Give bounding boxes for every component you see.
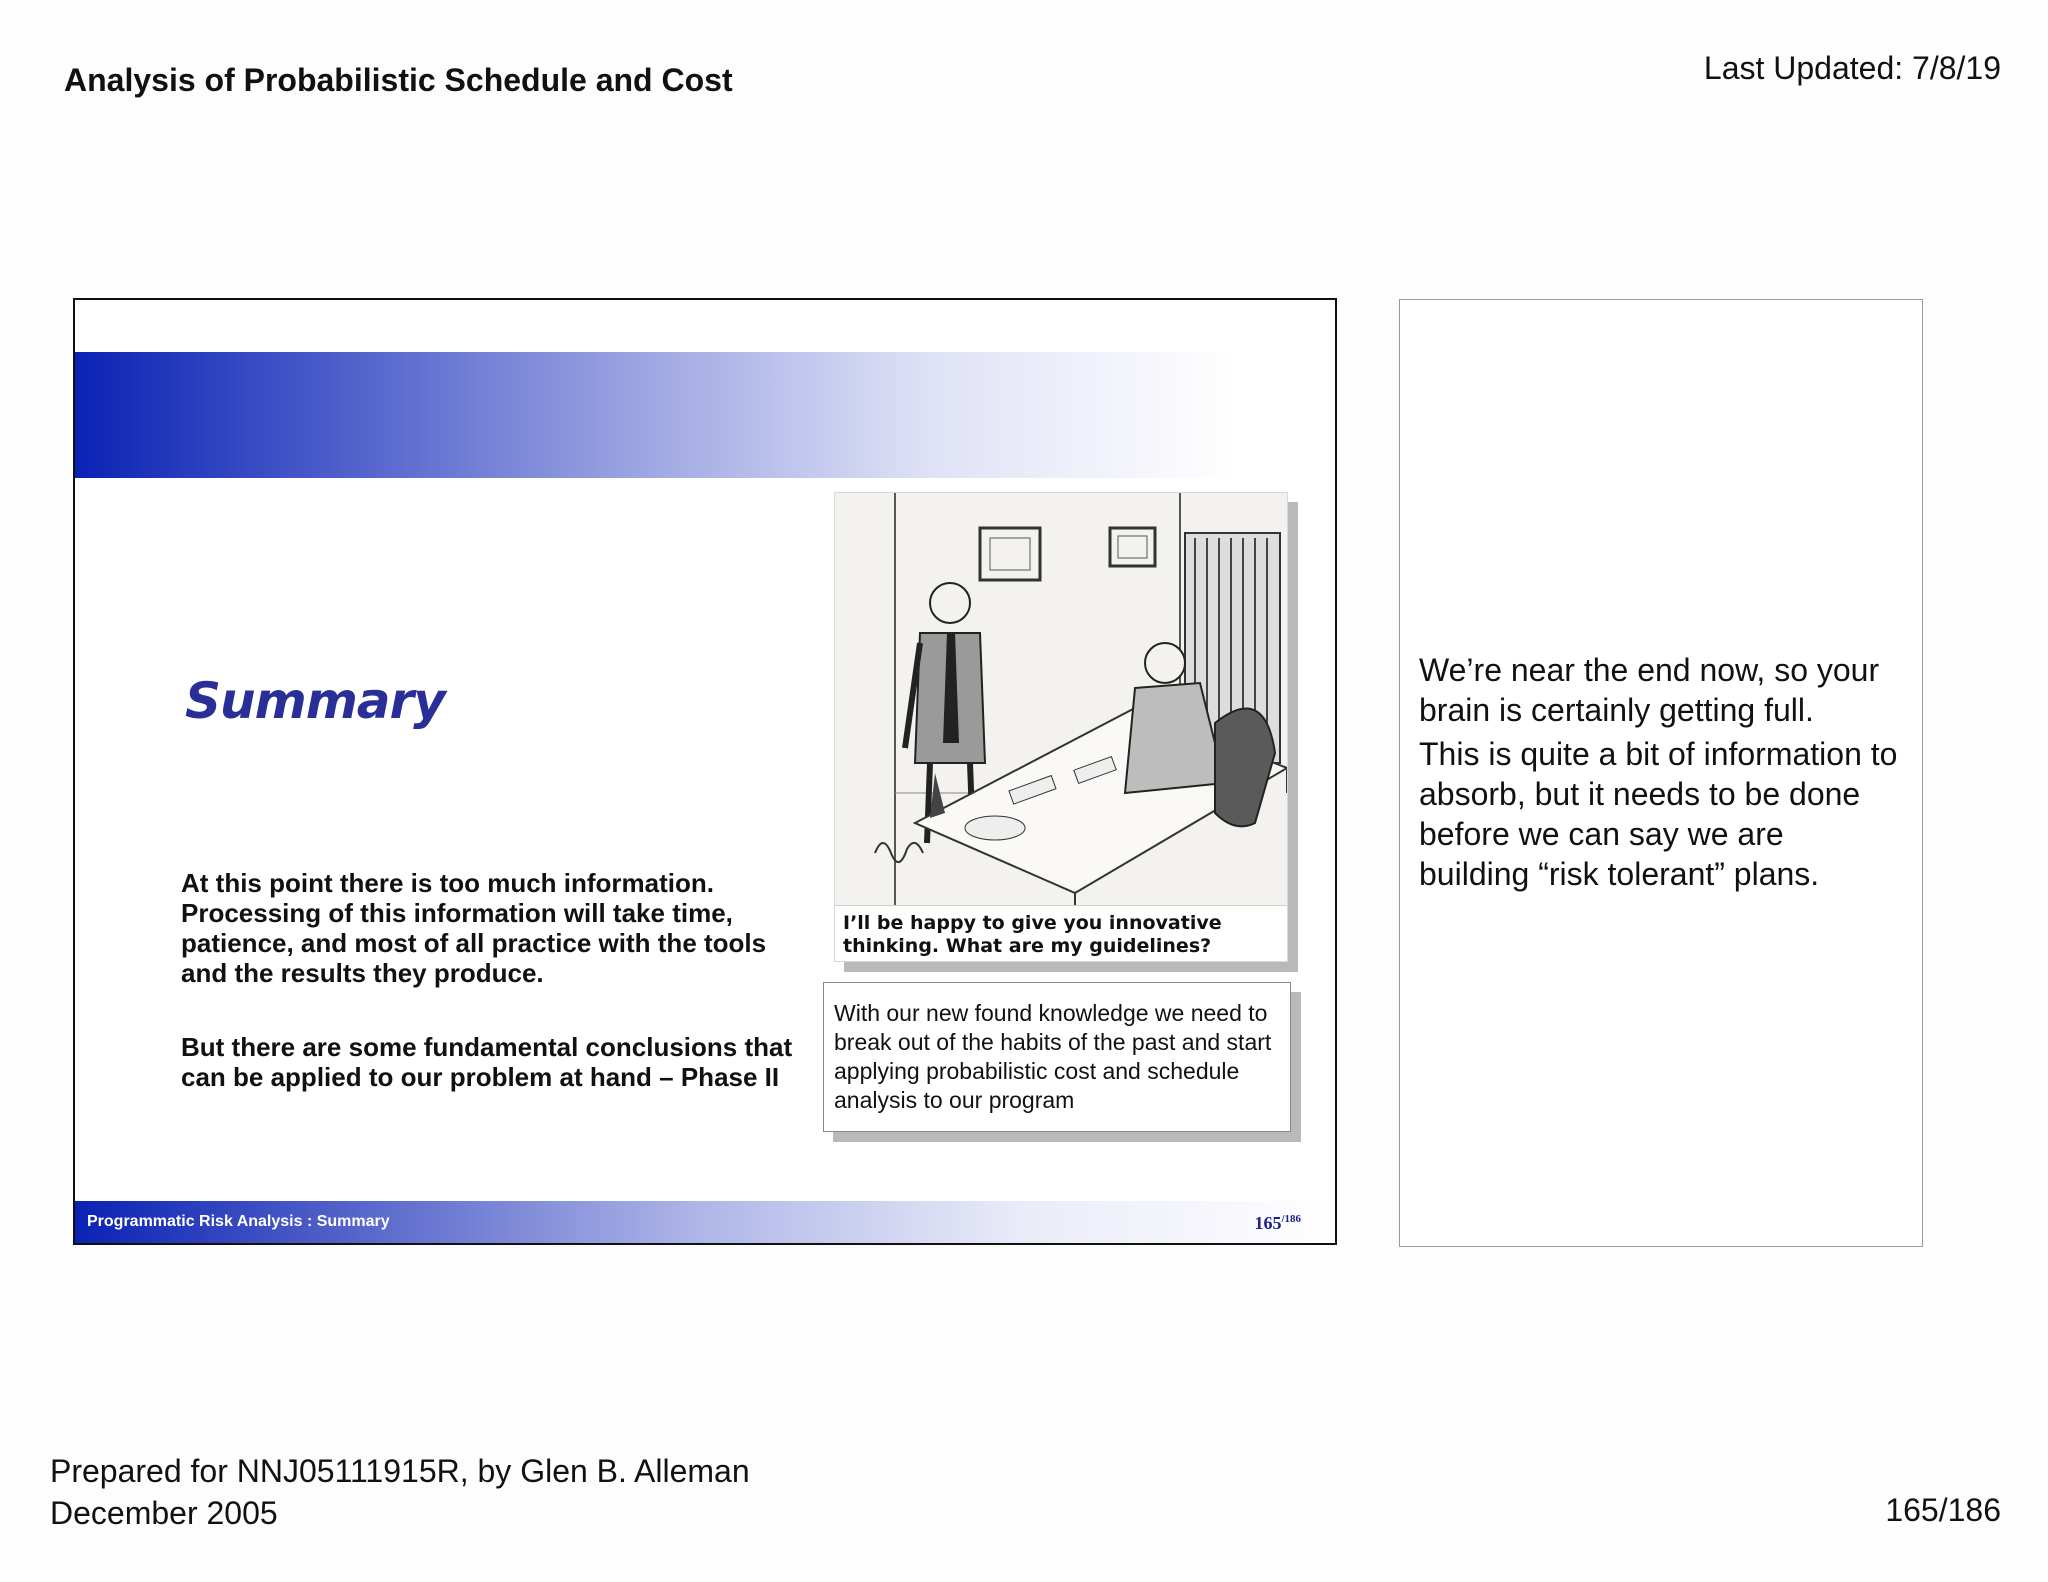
slide-number-total: /186 bbox=[1281, 1213, 1301, 1225]
slide-thumbnail bbox=[73, 298, 1337, 1245]
prepared-line-2: December 2005 bbox=[50, 1495, 278, 1531]
slide-banner bbox=[75, 352, 1335, 478]
page-number: 165/186 bbox=[1885, 1492, 2001, 1528]
slide-paragraph-1: At this point there is too much information. Processing of this information will take time, patience, and most of all practice with the tools and the results they produce. bbox=[181, 868, 767, 988]
office-cartoon-illustration bbox=[835, 493, 1287, 905]
prepared-line-1: Prepared for NNJ05111915R, by Glen B. Alleman bbox=[50, 1453, 750, 1489]
document-title: Analysis of Probabilistic Schedule and Cost bbox=[64, 62, 733, 98]
notes-paragraph-2: This is quite a bit of information to absorb, but it needs to be done before we can say we are building “risk tolerant” plans. bbox=[1419, 736, 1898, 892]
slide-footer-bar bbox=[75, 1201, 1335, 1243]
slide-paragraph-2: But there are some fundamental conclusions that can be applied to our problem at hand – Phase II bbox=[181, 1032, 793, 1092]
cartoon-image bbox=[834, 492, 1288, 962]
cartoon-caption: I’ll be happy to give you innovative thinking. What are my guidelines? bbox=[835, 905, 1287, 961]
last-updated: Last Updated: 7/8/19 bbox=[1703, 50, 2001, 86]
slide-number-current: 165 bbox=[1254, 1213, 1282, 1233]
notes-paragraph-1: We’re near the end now, so your brain is certainly getting full. bbox=[1419, 652, 1880, 728]
knowledge-callout: With our new found knowledge we need to break out of the habits of the past and start applying probabilistic cost and schedule analysis to our program bbox=[823, 982, 1291, 1132]
slide-title: Summary bbox=[185, 672, 445, 730]
prepared-for bbox=[50, 1450, 750, 1534]
speaker-notes-text bbox=[1419, 650, 1899, 898]
slide-footer-text: Programmatic Risk Analysis : Summary bbox=[87, 1213, 390, 1230]
slide-number bbox=[1254, 1213, 1301, 1234]
speaker-notes-panel bbox=[1399, 299, 1923, 1247]
